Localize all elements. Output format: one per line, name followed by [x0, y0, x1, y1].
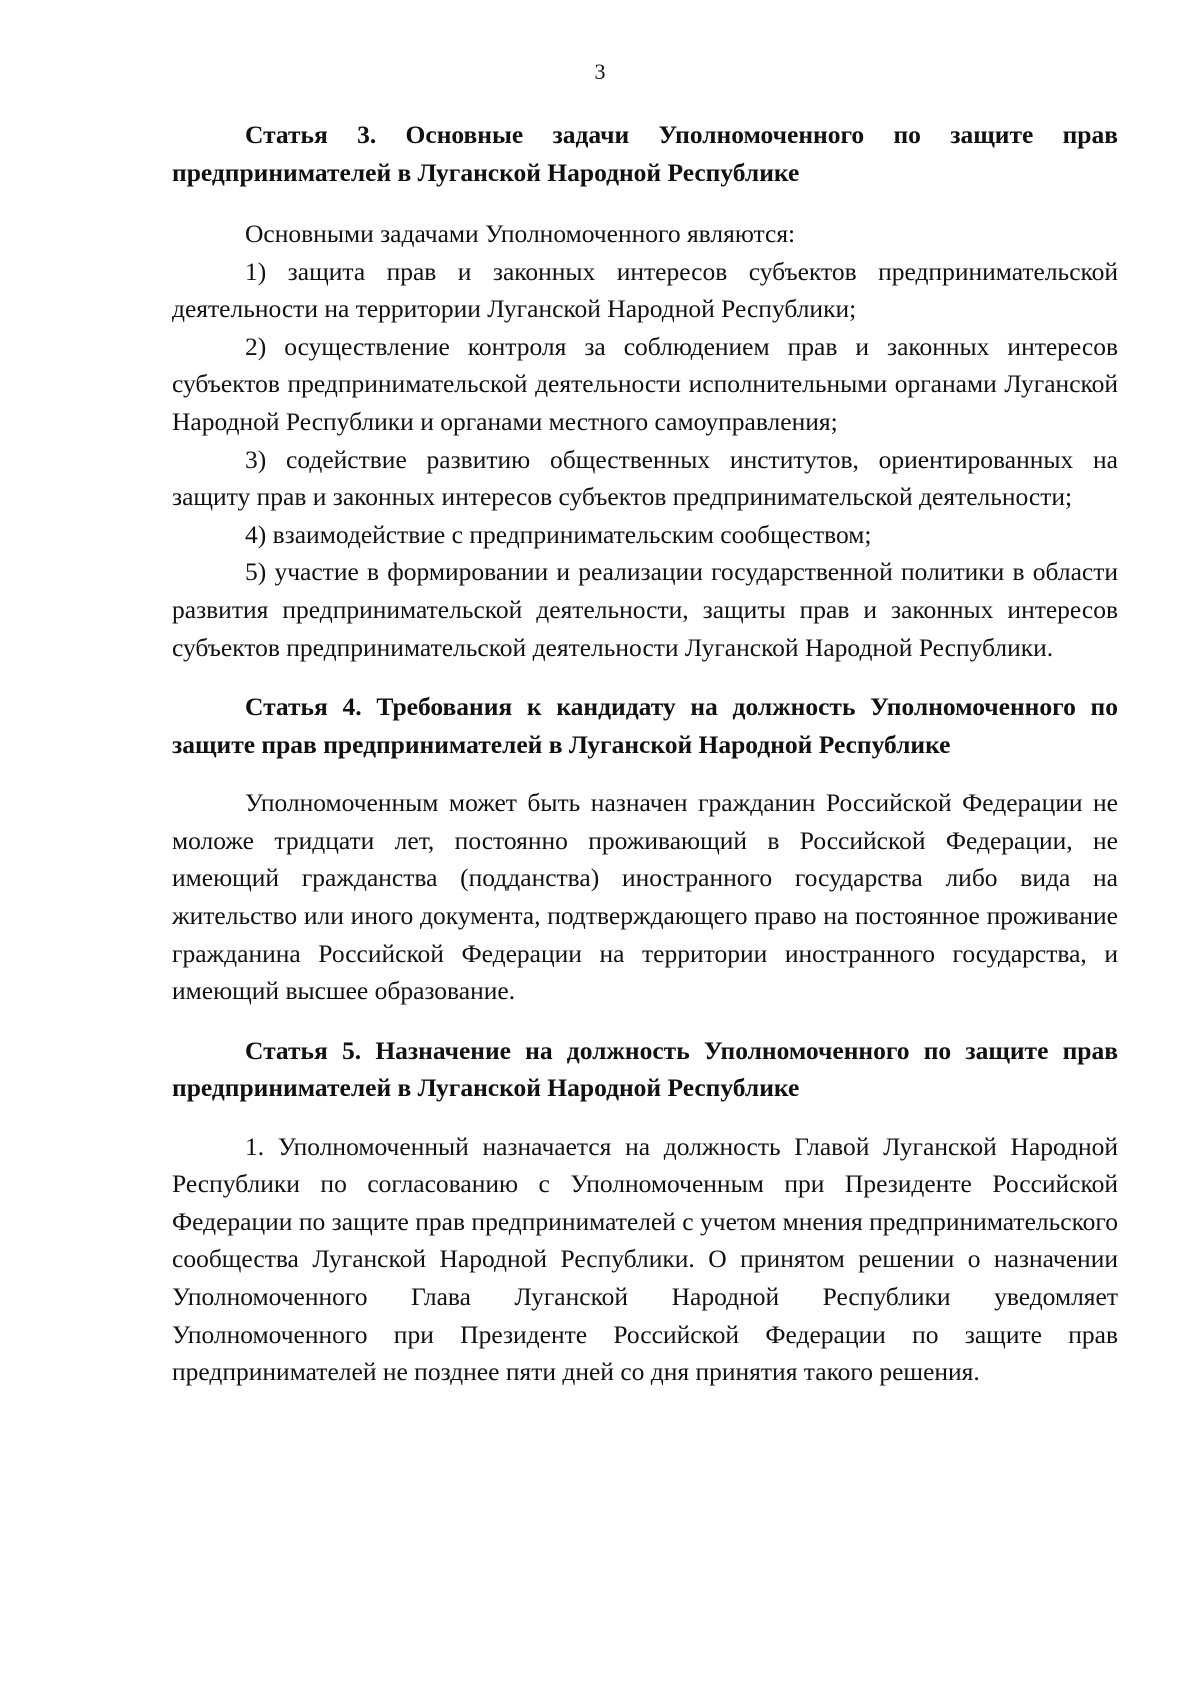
- article-3-item-1: 1) защита прав и законных интересов субъектов предпринимательской деятельности на территории Луганской Народной Республики;: [172, 256, 1118, 324]
- article-3-item-5: 5) участие в формировании и реализации государственной политики в области развития предпринимательской деятельности, защиты прав и законных интересов субъектов предпринимательской деятельности Луганской Народной Республики.: [172, 557, 1118, 662]
- article-5: [172, 1032, 1118, 1391]
- article-3-intro: Основными задачами Уполномоченного являются:: [245, 219, 796, 248]
- article-3-item-3: 3) содействие развитию общественных институтов, ориентированных на защиту прав и законных интересов субъектов предпринимательской деятельности;: [172, 444, 1118, 512]
- article-3: [172, 116, 1118, 666]
- article-4: [172, 688, 1118, 1010]
- document-body: [172, 116, 1118, 1391]
- article-5-text: 1. Уполномоченный назначается на должность Главой Луганской Народной Республики по согласованию с Уполномоченным при Президенте Российской Федерации по защите прав предпринимателей с учетом мнения предпринимательского сообщества Луганской Народной Республики. О принятом решении о назначении Уполномоченного Глава Луганской Народной Республики уведомляет Уполномоченного при Президенте Российской Федерации по защите прав предпринимателей не позднее пяти дней со дня принятия такого решения.: [172, 1131, 1118, 1387]
- page-number: 3: [594, 59, 606, 84]
- article-3-item-4: 4) взаимодействие с предпринимательским сообществом;: [245, 519, 872, 549]
- article-3-heading: Статья 3. Основные задачи Уполномоченного по защите прав предпринимателей в Луганской Народной Республике: [172, 120, 1118, 187]
- article-4-text: Уполномоченным может быть назначен гражданин Российской Федерации не моложе тридцати лет, постоянно проживающий в Российской Федерации, не имеющий гражданства (подданства) иностранного государства либо вида на жительство или иного документа, подтверждающего право на постоянное проживание гражданина Российской Федерации на территории иностранного государства, и имеющий высшее образование.: [172, 788, 1118, 1006]
- article-5-heading: Статья 5. Назначение на должность Уполномоченного по защите прав предпринимателей в Луганской Народной Республике: [172, 1035, 1118, 1103]
- article-3-item-2: 2) осуществление контроля за соблюдением прав и законных интересов субъектов предпринимательской деятельности исполнительными органами Луганской Народной Республики и органами местного самоуправления;: [172, 331, 1118, 436]
- article-4-heading: Статья 4. Требования к кандидату на должность Уполномоченного по защите прав предпринимателей в Луганской Народной Республике: [172, 692, 1118, 759]
